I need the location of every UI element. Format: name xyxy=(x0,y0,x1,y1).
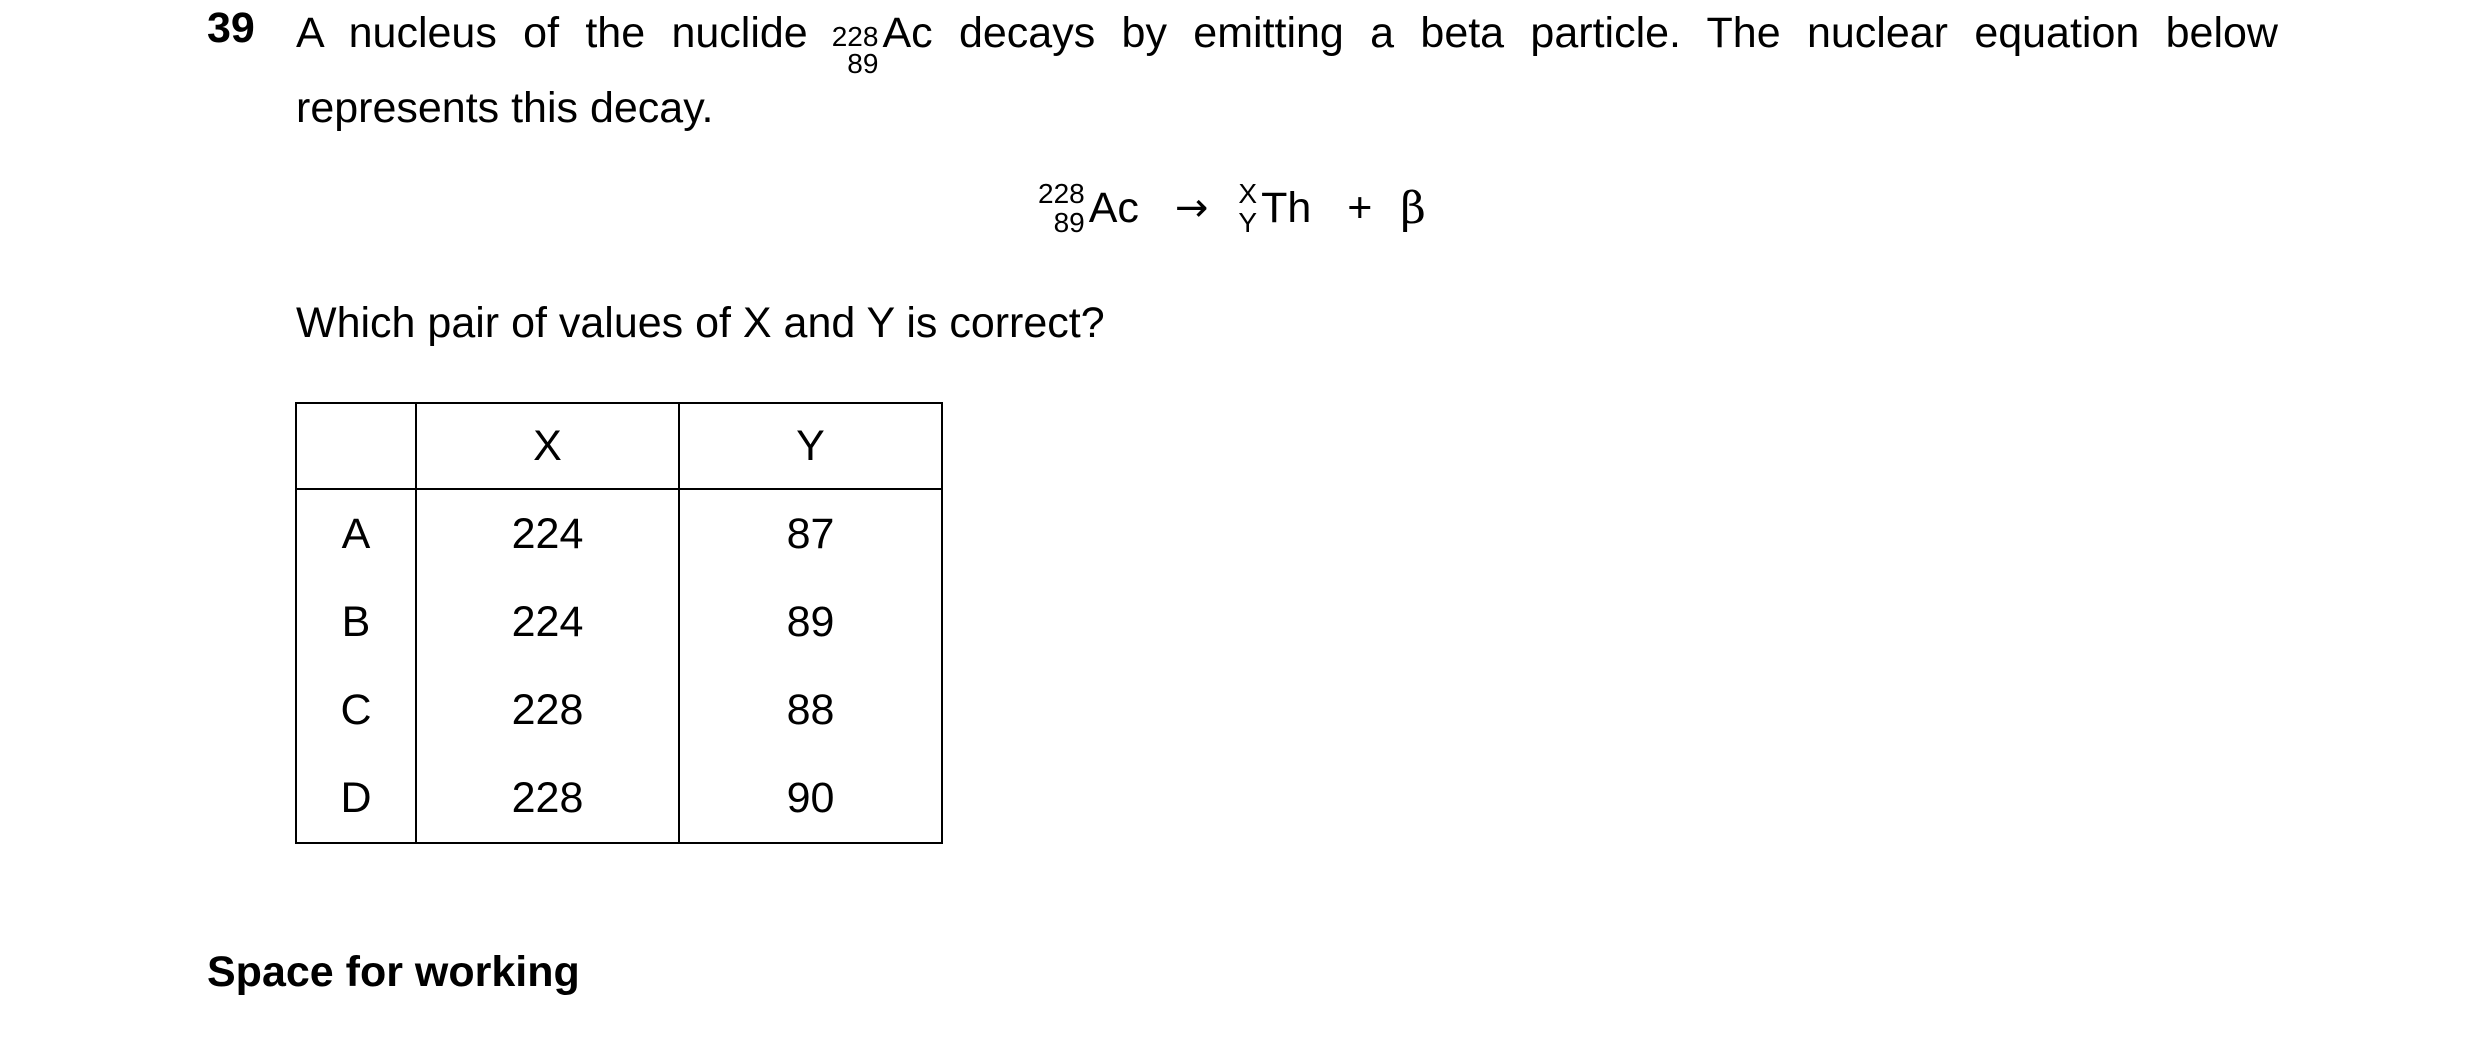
question-text-after: decays by emitting a beta particle. The nuclear equation below represents this decay. xyxy=(296,9,2278,132)
header-x: X xyxy=(416,403,679,489)
table-row[interactable] xyxy=(296,578,942,666)
table-row[interactable] xyxy=(296,666,942,754)
option-letter[interactable]: D xyxy=(296,754,416,843)
plus-sign: + xyxy=(1347,183,1373,232)
nuclide-mass-number: 228 xyxy=(831,20,879,52)
question-text xyxy=(296,2,2278,139)
question-number: 39 xyxy=(207,4,255,52)
daughter-atomic-number: Y xyxy=(1238,207,1258,238)
option-y-value: 88 xyxy=(679,666,942,754)
question-prompt: Which pair of values of X and Y is correct? xyxy=(296,299,1105,347)
option-y-value: 90 xyxy=(679,754,942,843)
parent-nuclide-numbers xyxy=(1038,179,1085,237)
nuclear-equation xyxy=(1038,168,1426,248)
header-option xyxy=(296,403,416,489)
table-row[interactable] xyxy=(296,489,942,578)
answer-table xyxy=(295,402,943,844)
daughter-mass-number: X xyxy=(1238,178,1258,209)
parent-mass-number: 228 xyxy=(1038,178,1085,209)
header-y: Y xyxy=(679,403,942,489)
option-y-value: 89 xyxy=(679,578,942,666)
nuclide-symbol: Ac xyxy=(882,9,933,57)
reaction-arrow: → xyxy=(1174,185,1209,231)
option-x-value: 224 xyxy=(416,578,679,666)
beta-particle: β xyxy=(1400,182,1426,234)
table-header-row xyxy=(296,403,942,489)
option-letter[interactable]: A xyxy=(296,489,416,578)
option-x-value: 228 xyxy=(416,754,679,843)
working-space-label: Space for working xyxy=(207,948,580,996)
parent-symbol: Ac xyxy=(1088,183,1139,232)
nuclide-notation xyxy=(831,20,879,79)
option-letter[interactable]: C xyxy=(296,666,416,754)
question-text-before: A nucleus of the nuclide xyxy=(296,9,808,57)
nuclide-atomic-number: 89 xyxy=(847,47,879,79)
option-letter[interactable]: B xyxy=(296,578,416,666)
option-x-value: 224 xyxy=(416,489,679,578)
parent-atomic-number: 89 xyxy=(1053,207,1085,238)
table-row[interactable] xyxy=(296,754,942,843)
daughter-symbol: Th xyxy=(1261,183,1312,232)
daughter-nuclide-numbers xyxy=(1238,179,1257,237)
option-x-value: 228 xyxy=(416,666,679,754)
option-y-value: 87 xyxy=(679,489,942,578)
